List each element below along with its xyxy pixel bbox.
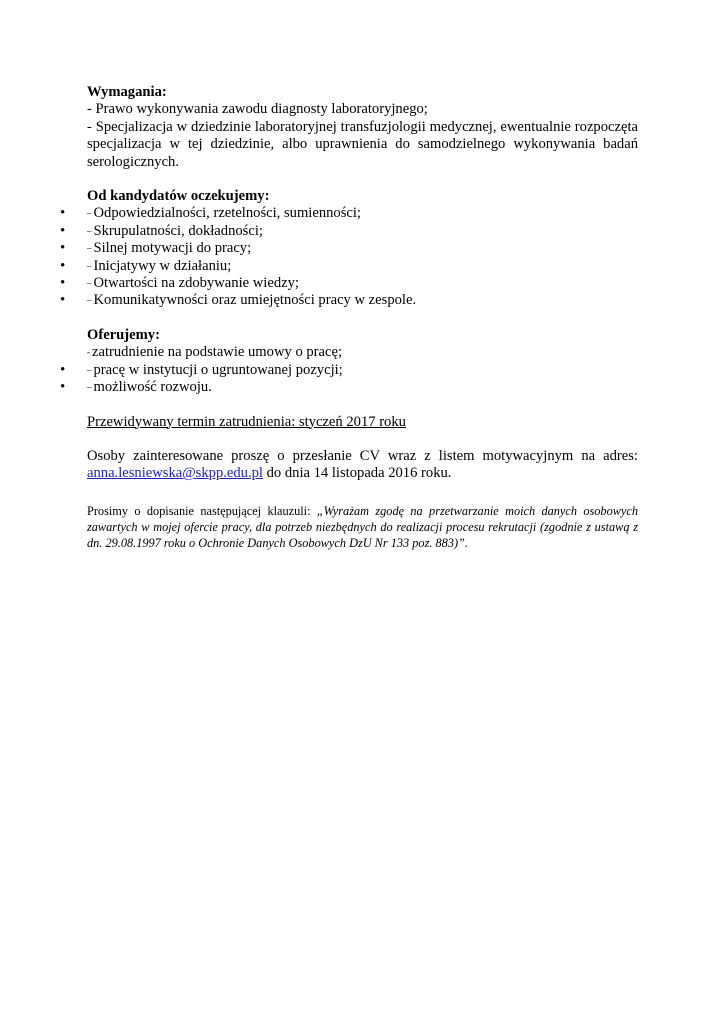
list-item <box>60 205 638 222</box>
spacer <box>87 483 638 503</box>
list-item-text: Odpowiedzialności, rzetelności, sumienności; <box>93 205 361 222</box>
clause-paragraph <box>87 503 638 552</box>
requirement-item: - Prawo wykonywania zawodu diagnosty laboratoryjnego; <box>87 101 428 118</box>
dash-icon: – <box>87 278 92 289</box>
offer-first-item <box>87 344 638 361</box>
spacer <box>87 171 638 188</box>
offer-first-item-text: zatrudnienie na podstawie umowy o pracę; <box>92 344 343 361</box>
email-link[interactable]: anna.lesniewska@skpp.edu.pl <box>87 465 263 482</box>
dash-icon: – <box>87 208 92 219</box>
spacer <box>87 310 638 327</box>
list-item <box>60 240 638 257</box>
bullet-icon: • <box>60 361 66 378</box>
list-item-text: Skrupulatności, dokładności; <box>93 222 263 239</box>
dash-icon: – <box>87 364 92 375</box>
bullet-icon: • <box>60 275 66 292</box>
bullet-icon: • <box>60 240 66 257</box>
dash-icon: – <box>87 260 92 271</box>
application-paragraph <box>87 448 638 483</box>
bullet-icon: • <box>60 379 66 396</box>
bullet-icon: • <box>60 292 66 309</box>
list-item-text: Otwartości na zdobywanie wiedzy; <box>93 275 299 292</box>
bullet-icon: • <box>60 205 66 222</box>
requirement-item: - Specjalizacja w dziedzinie laboratoryjnej transfuzjologii medycznej, ewentualnie rozpoczęta specjalizacja w tej dziedzinie, albo uprawnienia do samodzielnego wykonywania badań serologicznych. <box>87 118 638 170</box>
spacer <box>87 397 638 414</box>
list-item-text: pracę w instytucji o ugruntowanej pozycji; <box>93 361 343 378</box>
document-content <box>60 84 638 551</box>
application-deadline: do dnia 14 listopada 2016 roku. <box>262 465 452 482</box>
spacer <box>87 431 638 448</box>
application-text: Osoby zainteresowane proszę o przesłanie CV wraz z listem motywacyjnym na adres: <box>87 447 638 464</box>
dash-icon: - <box>87 347 90 358</box>
list-item <box>60 257 638 275</box>
expectations-list <box>60 205 638 309</box>
clause-quote: „Wyrażam zgodę na przetwarzanie moich danych osobowych zawartych w mojej ofercie pracy, dla potrzeb niezbędnych do realizacji procesu rekrutacji (zgodnie z ustawą z dn. 29.08.1997 roku o Ochronie Danych Osobowych DzU Nr 133 poz. 883)”. <box>87 503 638 551</box>
dash-icon: – <box>87 225 92 236</box>
list-item <box>60 222 638 240</box>
employment-date: Przewidywany termin zatrudnienia: styczeń 2017 roku <box>87 413 406 430</box>
list-item-text: Inicjatywy w działaniu; <box>93 257 232 274</box>
list-item <box>60 275 638 292</box>
offer-heading: Oferujemy: <box>87 326 160 343</box>
dash-icon: – <box>87 243 92 254</box>
requirements-heading: Wymagania: <box>87 84 167 100</box>
list-item-text: Silnej motywacji do pracy; <box>93 240 252 257</box>
list-item <box>60 379 638 396</box>
offer-list <box>60 361 638 397</box>
list-item-text: Komunikatywności oraz umiejętności pracy w zespole. <box>93 292 417 309</box>
bullet-icon: • <box>60 222 66 239</box>
expectations-heading: Od kandydatów oczekujemy: <box>87 188 270 205</box>
list-item <box>60 361 638 379</box>
dash-icon: – <box>87 382 92 393</box>
dash-icon: – <box>87 295 92 306</box>
clause-intro: Prosimy o dopisanie następującej klauzuli: <box>87 503 317 518</box>
list-item <box>60 292 638 309</box>
bullet-icon: • <box>60 257 66 274</box>
list-item-text: możliwość rozwoju. <box>93 379 212 396</box>
